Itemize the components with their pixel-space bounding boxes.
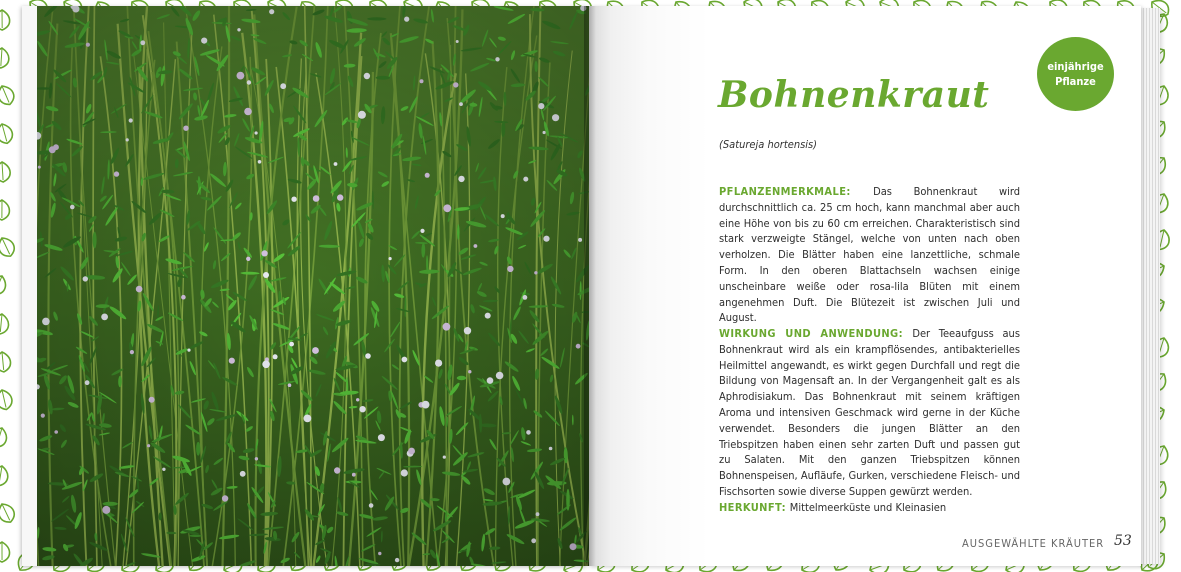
latin-name: (Satureja hortensis) (719, 138, 818, 151)
leaf-icon (0, 273, 9, 297)
leaf-icon (0, 10, 10, 30)
section-plant-features (719, 184, 1020, 326)
leaf-icon (0, 501, 17, 526)
book-gutter-shadow (584, 6, 596, 566)
leaf-icon (0, 351, 11, 372)
page-number: 53 (1114, 533, 1132, 549)
leaf-icon (0, 426, 9, 449)
leaf-icon (0, 122, 15, 145)
leaf-icon (0, 542, 10, 562)
leaf-icon (0, 465, 9, 487)
herb-photo (37, 6, 589, 566)
leaf-icon (0, 162, 11, 183)
page-title: Bohnenkraut (718, 74, 990, 116)
leaf-icon (0, 388, 14, 411)
annual-plant-badge (1037, 37, 1114, 111)
badge-line-2: Pflanze (1055, 75, 1096, 88)
running-footer: AUSGEWÄHLTE KRÄUTER (962, 537, 1105, 550)
section-origin (719, 500, 1020, 516)
leaf-icon (0, 313, 9, 334)
section-label: WIRKUNG UND ANWENDUNG: (719, 327, 913, 340)
leaf-icon (0, 235, 17, 259)
leaf-icon (0, 48, 9, 69)
section-label: HERKUNFT: (719, 501, 790, 514)
section-text: Das Bohnenkraut wird durchschnittlich ca. 25 cm hoch, kann manchmal aber auch eine Höhe von bis zu 60 cm erreichen. Charakteristisch sind stark verzweigte Stängel, welche von unten nach oben verholzen. Die Blätter haben eine lanzettliche, schmale Form. In den oberen Blattachseln wachsen einige unscheinbare weiße oder rosa-lila Blüten mit einem angenehmen Duft. Die Blütezeit ist zwischen Juli und August. (719, 185, 1020, 325)
leaf-icon (0, 200, 9, 220)
leaf-icon (0, 83, 17, 107)
section-label: PFLANZENMERKMALE: (719, 185, 874, 198)
page-stack-edge (1138, 8, 1160, 564)
section-text: Der Teeaufguss aus Bohnenkraut wird als ein krampflösendes, antibakterielles Heilmittel angewandt, es wirkt gegen Durchfall und regt die Bildung von Magensaft an. In der Vergangenheit galt es als Aphrodisiakum. Das Bohnenkraut mit seinem kräftigen Aroma und intensiven Geschmack wird gerne in der Küche verwendet. Besonders die jungen Blätter an den Triebspitzen haben einen sehr zarten Duft und passen gut zu Salaten. Mit den ganzen Triebspitzen können Bohnenspeisen, Aufläufe, Gurken, verschiedene Fleisch- und Fischsorten sowie diverse Suppen gewürzt werden. (719, 327, 1020, 498)
savory-plant-image (37, 6, 589, 566)
section-effect-usage (719, 326, 1020, 500)
badge-line-1: einjährige (1047, 60, 1104, 73)
section-text: Mittelmeerküste und Kleinasien (789, 501, 947, 514)
